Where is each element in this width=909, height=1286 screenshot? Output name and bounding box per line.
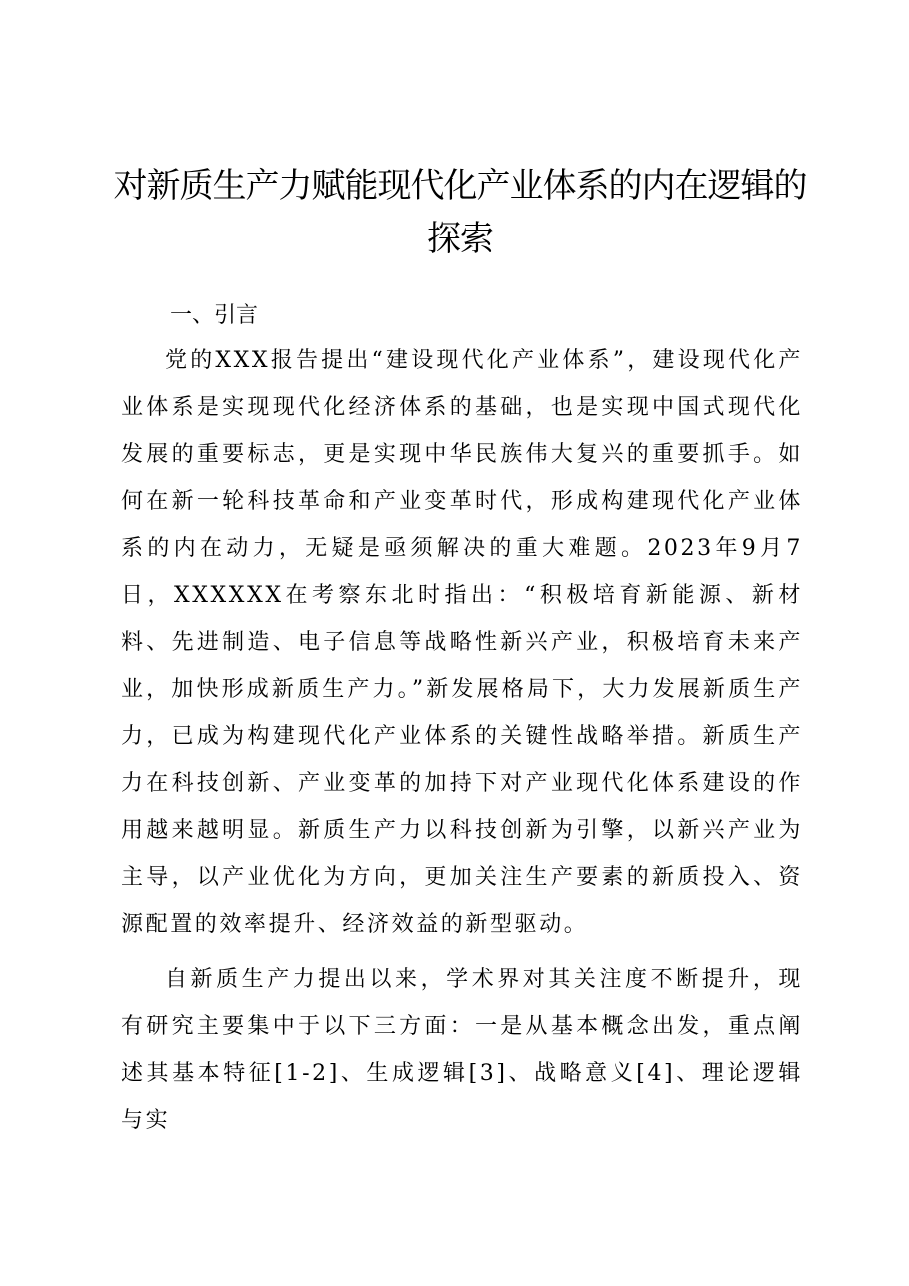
body-paragraph: 党的XXX报告提出“建设现代化产业体系”，建设现代化产业体系是实现现代化经济体系的基础，也是实现中国式现代化发展的重要标志，更是实现中华民族伟大复兴的重要抓手。如何在新一轮科技革命和产业变革时代，形成构建现代化产业体系的内在动力，无疑是亟须解决的重大难题。2023年9月7日，XXXXXX在考察东北时指出：“积极培育新能源、新材料、先进制造、电子信息等战略性新兴产业，积极培育未来产业，加快形成新质生产力。”新发展格局下，大力发展新质生产力，已成为构建现代化产业体系的关键性战略举措。新质生产力在科技创新、产业变革的加持下对产业现代化体系建设的作用越来越明显。新质生产力以科技创新为引擎，以新兴产业为主导，以产业优化为方向，更加关注生产要素的新质投入、资源配置的效率提升、经济效益的新型驱动。	[121, 348, 803, 937]
document-title: 对新质生产力赋能现代化产业体系的内在逻辑的探索	[113, 166, 807, 259]
section-heading: 一、引言	[170, 303, 259, 328]
body-paragraph: 自新质生产力提出以来，学术界对其关注度不断提升，现有研究主要集中于以下三方面：一是从基本概念出发，重点阐述其基本特征[1-2]、生成逻辑[3]、战略意义[4]、理论逻辑与实	[121, 967, 803, 1133]
